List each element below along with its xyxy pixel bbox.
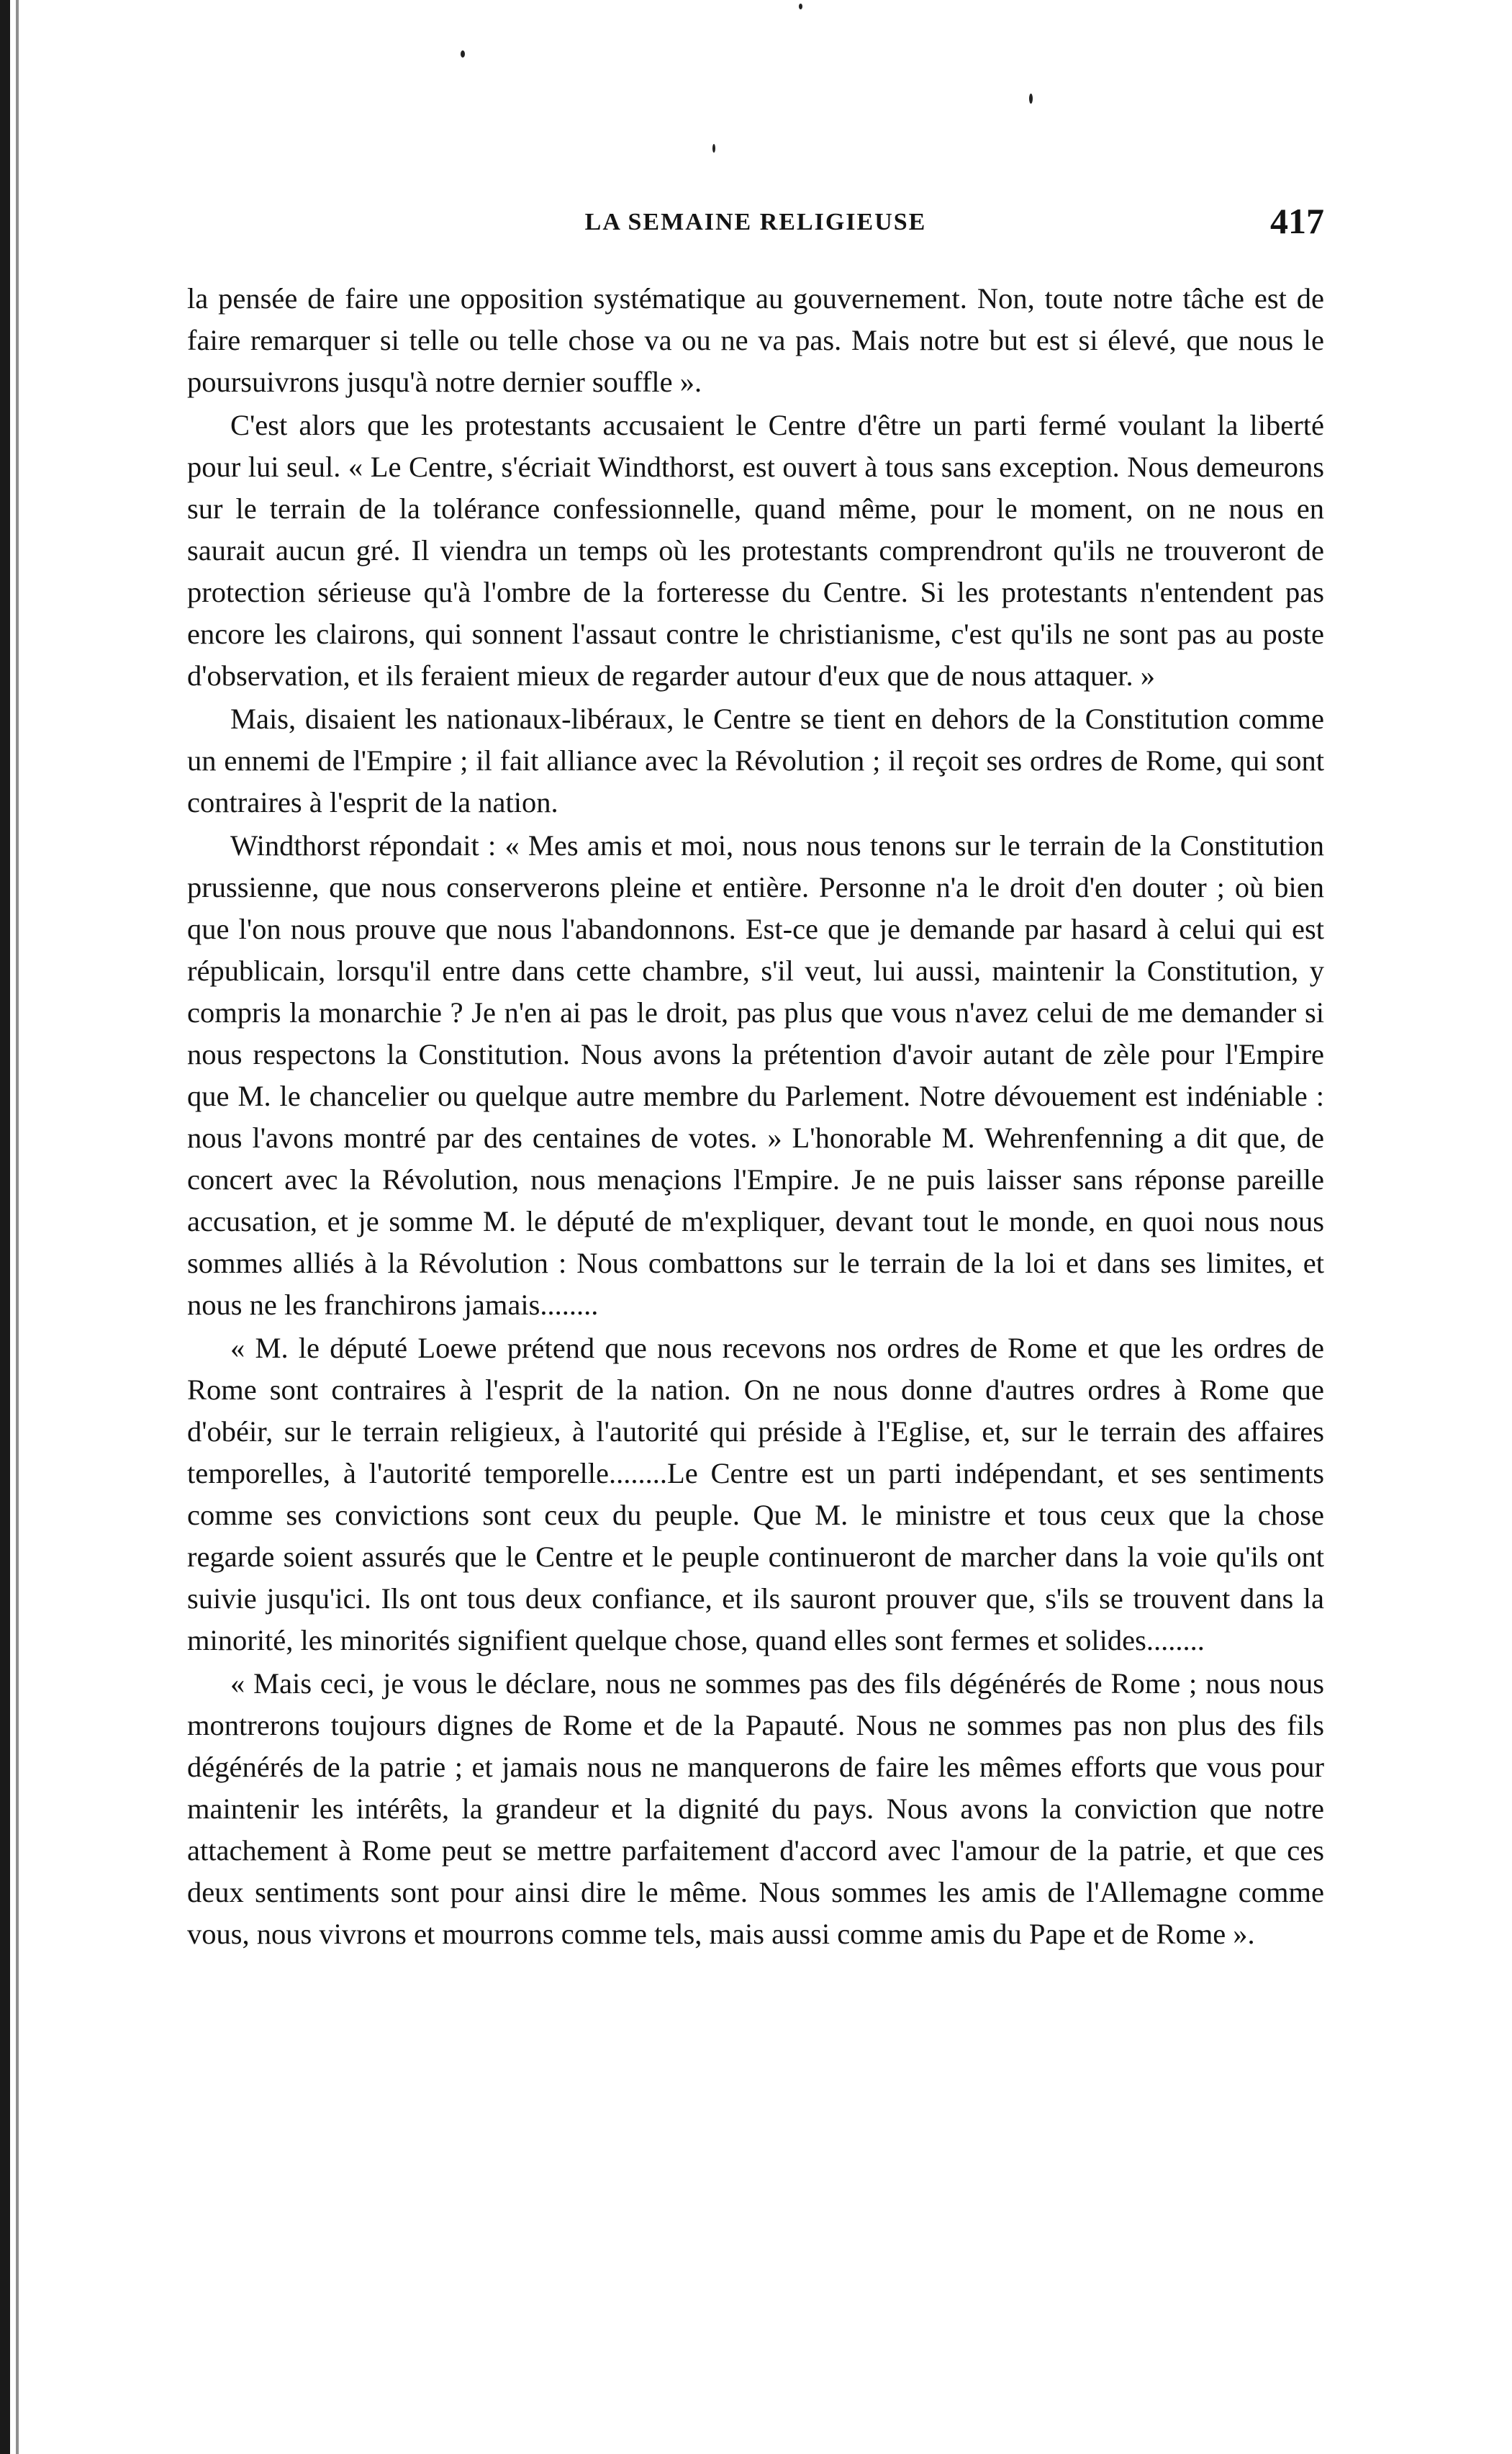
- paragraph: C'est alors que les protestants accusaient le Centre d'être un parti fermé voulant la liberté pour lui seul. « Le Centre, s'écriait Windthorst, est ouvert à tous sans exception. Nous demeurons sur le terrain de la tolérance confessionnelle, quand même, pour le moment, on ne nous en saurait aucun gré. Il viendra un temps où les protestants comprendront qu'ils ne trouveront de protection sérieuse qu'à l'ombre de la forteresse du Centre. Si les protestants n'entendent pas encore les clairons, qui sonnent l'assaut contre le christianisme, c'est qu'ils ne sont pas au poste d'observation, et ils feraient mieux de regarder autour d'eux que de nous attaquer. »: [187, 409, 1324, 692]
- book-page: [187, 194, 1324, 1957]
- page-binding-shadow: [16, 0, 19, 2454]
- paragraph: Windthorst répondait : « Mes amis et moi, nous nous tenons sur le terrain de la Constitution prussienne, que nous conserverons pleine et entière. Personne n'a le droit d'en douter ; où bien que l'on nous prouve que nous l'abandonnons. Est-ce que je demande par hasard à celui qui est républicain, lorsqu'il entre dans cette chambre, s'il veut, lui aussi, maintenir la Constitution, y compris la monarchie ? Je n'en ai pas le droit, pas plus que vous n'avez celui de me demander si nous respectons la Constitution. Nous avons la prétention d'avoir autant de zèle pour l'Empire que M. le chancelier ou quelque autre membre du Parlement. Notre dévouement est indéniable : nous l'avons montré par des centaines de votes. » L'honorable M. Wehrenfenning a dit que, de concert avec la Révolution, nous menaçions l'Empire. Je ne puis laisser sans réponse pareille accusation, et je somme M. le député de m'expliquer, devant tout le monde, en quoi nous nous sommes alliés à la Révolution : Nous combattons sur le terrain de la loi et dans ses limites, et nous ne les franchirons jamais........: [187, 829, 1324, 1321]
- paragraph: Mais, disaient les nationaux-libéraux, le Centre se tient en dehors de la Constitution comme un ennemi de l'Empire ; il fait alliance avec la Révolution ; il reçoit ses ordres de Rome, qui sont contraires à l'esprit de la nation.: [187, 703, 1324, 818]
- page-number: 417: [1270, 201, 1324, 241]
- scan-speck: [1029, 94, 1033, 104]
- paragraph: « M. le député Loewe prétend que nous recevons nos ordres de Rome et que les ordres de Rome sont contraires à l'esprit de la nation. On ne nous donne d'autres ordres à Rome que d'obéir, sur le terrain religieux, à l'autorité qui préside à l'Eglise, et, sur le terrain des affaires temporelles, à l'autorité temporelle........Le Centre est un parti indépendant, et ses sentiments comme ses convictions sont ceux du peuple. Que M. le ministre et tous ceux que la chose regarde soient assurés que le Centre et le peuple continueront de marcher dans la voie qu'ils ont suivie jusqu'ici. Ils ont tous deux confiance, et ils sauront prouver que, s'ils se trouvent dans la minorité, les minorités signifient quelque chose, quand elles sont fermes et solides........: [187, 1332, 1324, 1656]
- body-text: [187, 278, 1324, 1955]
- paragraph: « Mais ceci, je vous le déclare, nous ne sommes pas des fils dégénérés de Rome ; nous nous montrerons toujours dignes de Rome et de la Papauté. Nous ne sommes pas non plus des fils dégénérés de la patrie ; et jamais nous ne manquerons de faire les mêmes efforts que vous pour maintenir les intérêts, la grandeur et la dignité du pays. Nous avons la conviction que notre attachement à Rome peut se mettre parfaitement d'accord avec l'amour de la patrie, et que ces deux sentiments sont pour ainsi dire le même. Nous sommes les amis de l'Allemagne comme vous, nous vivrons et mourrons comme tels, mais aussi comme amis du Pape et de Rome ».: [187, 1667, 1324, 1950]
- scan-speck: [712, 144, 715, 153]
- running-title: LA SEMAINE RELIGIEUSE: [584, 209, 927, 235]
- paragraph: la pensée de faire une opposition systématique au gouvernement. Non, toute notre tâche est de faire remarquer si telle ou telle chose va ou ne va pas. Mais notre but est si élevé, que nous le poursuivrons jusqu'à notre dernier souffle ».: [187, 282, 1324, 398]
- running-head: [187, 194, 1324, 241]
- scan-speck: [461, 50, 465, 58]
- scan-speck: [799, 4, 802, 9]
- page-binding-edge: [0, 0, 10, 2454]
